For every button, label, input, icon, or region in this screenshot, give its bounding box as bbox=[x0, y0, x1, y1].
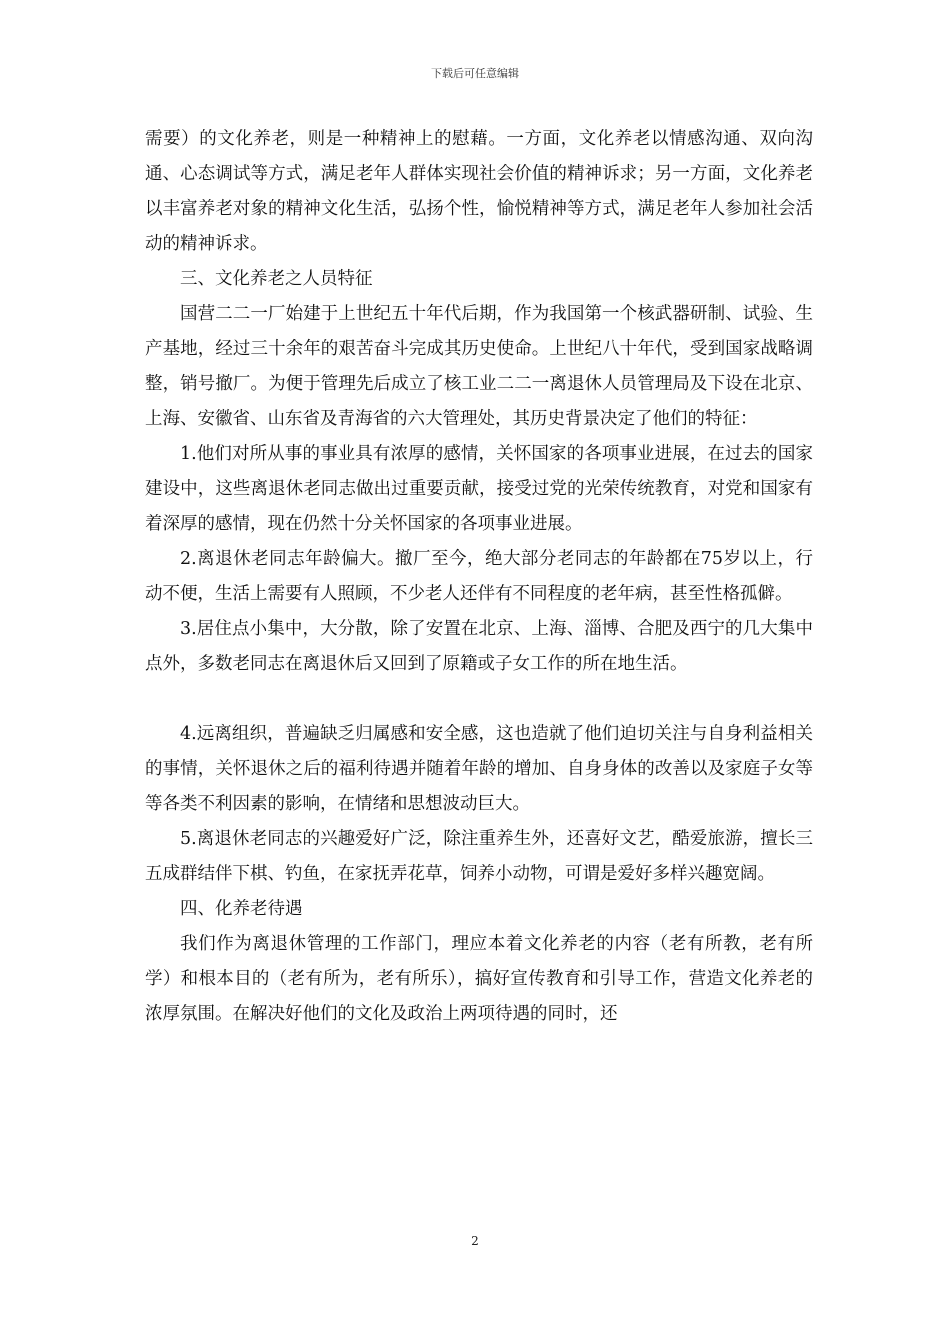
list-item-4: 4.远离组织，普遍缺乏归属感和安全感，这也造就了他们迫切关注与自身利益相关的事情，关怀退休之后的福利待遇并随着年龄的增加、自身身体的改善以及家庭子女等等各类不利因素的影响，在情绪和思想波动巨大。 bbox=[145, 724, 813, 814]
page-header: 下载后可任意编辑 bbox=[431, 67, 519, 80]
paragraph-continuation: 需要）的文化养老，则是一种精神上的慰藉。一方面，文化养老以情感沟通、双向沟通、心态调试等方式，满足老年人群体实现社会价值的精神诉求；另一方面，文化养老以丰富养老对象的精神文化生活，弘扬个性，愉悦精神等方式，满足老年人参加社会活动的精神诉求。 bbox=[145, 129, 813, 254]
section-heading-4: 四、化养老待遇 bbox=[180, 899, 303, 919]
document-body bbox=[145, 122, 813, 1032]
list-item-1: 1.他们对所从事的事业具有浓厚的感情，关怀国家的各项事业进展，在过去的国家建设中，这些离退休老同志做出过重要贡献，接受过党的光荣传统教育，对党和国家有着深厚的感情，现在仍然十分关怀国家的各项事业进展。 bbox=[145, 444, 813, 534]
page-number: 2 bbox=[471, 1234, 479, 1248]
list-item-5: 5.离退休老同志的兴趣爱好广泛，除注重养生外，还喜好文艺，酷爱旅游，擅长三五成群结伴下棋、钓鱼，在家抚弄花草，饲养小动物，可谓是爱好多样兴趣宽阔。 bbox=[145, 829, 813, 884]
blank-line bbox=[145, 682, 813, 717]
paragraph-closing: 我们作为离退休管理的工作部门，理应本着文化养老的内容（老有所教，老有所学）和根本目的（老有所为，老有所乐），搞好宣传教育和引导工作，营造文化养老的浓厚氛围。在解决好他们的文化及政治上两项待遇的同时，还 bbox=[145, 934, 813, 1024]
list-item-3: 3.居住点小集中，大分散，除了安置在北京、上海、淄博、合肥及西宁的几大集中点外，多数老同志在离退休后又回到了原籍或子女工作的所在地生活。 bbox=[145, 619, 813, 674]
section-heading-3: 三、文化养老之人员特征 bbox=[180, 269, 373, 289]
list-item-2: 2.离退休老同志年龄偏大。撤厂至今，绝大部分老同志的年龄都在75岁以上，行动不便，生活上需要有人照顾，不少老人还伴有不同程度的老年病，甚至性格孤僻。 bbox=[145, 549, 813, 604]
paragraph-intro: 国营二二一厂始建于上世纪五十年代后期，作为我国第一个核武器研制、试验、生产基地，经过三十余年的艰苦奋斗完成其历史使命。上世纪八十年代，受到国家战略调整，销号撤厂。为便于管理先后成立了核工业二二一离退休人员管理局及下设在北京、上海、安徽省、山东省及青海省的六大管理处，其历史背景决定了他们的特征： bbox=[145, 304, 813, 429]
